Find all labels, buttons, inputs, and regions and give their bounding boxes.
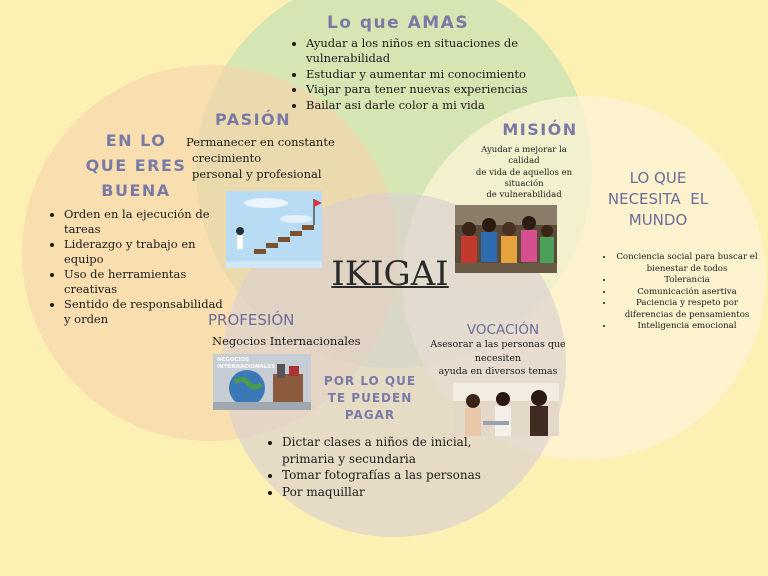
list-item: • Tomar fotografías a las personas	[282, 467, 492, 484]
mision-line: situación	[504, 178, 544, 189]
mision-text	[462, 145, 586, 201]
buena-list	[50, 207, 224, 327]
pagar-heading-line: PAGAR	[344, 408, 396, 422]
mundo-list	[600, 252, 760, 333]
list-item: • Conciencia social para buscar el bienestar de todos	[614, 252, 760, 275]
list-item: • Paciencia y respeto por diferencias de pensamientos	[614, 298, 760, 321]
profesion-image-caption: NEGOCIOS INTERNACIONALES	[217, 357, 276, 370]
pagar-list	[268, 434, 492, 500]
mision-heading: MISIÓN	[502, 120, 578, 139]
pasion-line: personal y profesional	[192, 167, 322, 181]
mundo-heading	[594, 168, 722, 231]
buena-heading	[82, 128, 190, 203]
list-item: • Uso de herramientas creativas	[64, 267, 224, 297]
list-item: • Comunicación asertiva	[614, 287, 760, 299]
mision-line: Ayudar a mejorar la	[481, 145, 567, 155]
pasion-image	[226, 191, 322, 268]
vocacion-line: Asesorar a las personas que	[430, 339, 566, 350]
pasion-heading: PASIÓN	[214, 110, 292, 129]
list-item: • Por maquillar	[282, 484, 492, 501]
list-item: • Inteligencia emocional	[614, 321, 760, 333]
list-item: • Bailar asi darle color a mi vida	[306, 98, 556, 113]
list-item: • Sentido de responsabilidad y orden	[64, 297, 224, 327]
mundo-heading-line: LO QUE	[629, 169, 687, 187]
list-item: • Ayudar a los niños en situaciones de vulnerabilidad	[306, 36, 556, 67]
amas-list	[292, 36, 556, 113]
list-item: • Estudiar y aumentar mi conocimiento	[306, 67, 556, 82]
vocacion-heading: VOCACIÓN	[466, 322, 540, 338]
list-item: • Orden en la ejecución de tareas	[64, 207, 224, 237]
pasion-line: Permanecer en constante	[186, 135, 335, 149]
list-item: • Dictar clases a niños de inicial, primaria y secundaria	[282, 434, 492, 467]
mundo-heading-line: MUNDO	[628, 211, 688, 229]
profesion-heading: PROFESIÓN	[208, 311, 295, 329]
list-item: • Viajar para tener nuevas experiencias	[306, 82, 556, 97]
buena-heading-line: QUE ERES	[85, 156, 187, 175]
list-item: • Liderazgo y trabajo en equipo	[64, 237, 224, 267]
buena-heading-line: BUENA	[101, 181, 171, 200]
pasion-text	[186, 134, 346, 182]
mision-line: de vulnerabilidad	[486, 190, 562, 201]
buena-heading-line: EN LO	[105, 131, 167, 150]
profesion-text: Negocios Internacionales	[212, 334, 361, 348]
pasion-line: crecimiento	[192, 151, 262, 165]
profesion-image	[213, 354, 311, 410]
mision-image	[455, 205, 557, 273]
pagar-heading-line: TE PUEDEN	[327, 391, 413, 405]
vocacion-text	[424, 338, 572, 379]
mundo-heading-line: NECESITA EL	[607, 190, 709, 208]
pagar-heading-line: POR LO QUE	[323, 374, 417, 388]
mision-line: calidad	[508, 156, 540, 167]
vocacion-image	[453, 383, 559, 436]
list-item: • Tolerancia	[614, 275, 760, 287]
amas-heading: Lo que AMAS	[326, 13, 470, 33]
vocacion-line: necesiten	[474, 352, 522, 364]
pagar-heading	[318, 373, 422, 424]
vocacion-line: ayuda en diversos temas	[438, 366, 558, 377]
ikigai-title: IKIGAI	[331, 254, 449, 294]
mision-line: de vida de aquellos en	[475, 167, 573, 178]
